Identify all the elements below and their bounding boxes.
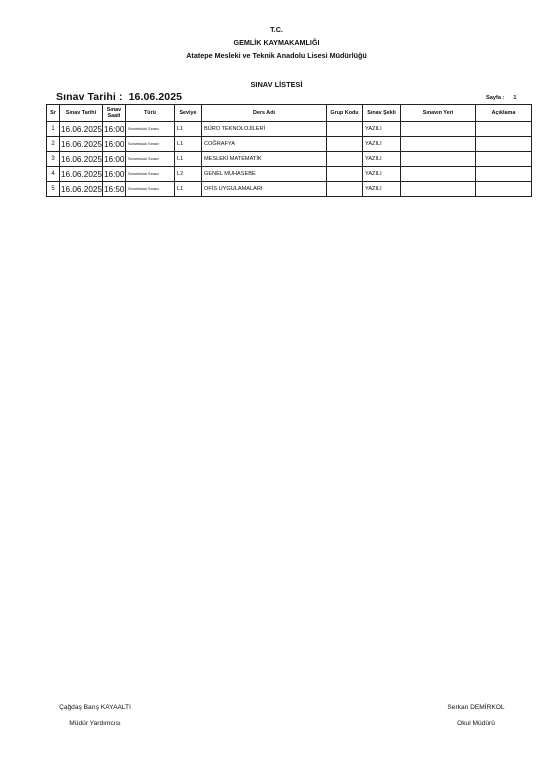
- cell-note: [476, 122, 532, 137]
- cell-level: L1: [175, 122, 202, 137]
- cell-mode: YAZILI: [363, 167, 401, 182]
- signature-left: [30, 704, 160, 727]
- cell-mode: YAZILI: [363, 182, 401, 197]
- cell-sr: 3: [47, 152, 60, 167]
- col-header: Sınav Saati: [103, 105, 126, 122]
- exam-date-value: 16.06.2025: [128, 91, 183, 103]
- cell-course: OFİS UYGULAMALARI: [202, 182, 327, 197]
- table-row: [47, 137, 532, 152]
- col-header: Açıklama: [476, 105, 532, 122]
- cell-time: 16:00: [103, 122, 126, 137]
- signature-right: [411, 704, 541, 727]
- cell-time: 16:50: [103, 182, 126, 197]
- cell-note: [476, 137, 532, 152]
- cell-date: 16.06.2025: [60, 122, 103, 137]
- col-header: Sınavın Yeri: [401, 105, 476, 122]
- col-header: Türü: [126, 105, 175, 122]
- table-row: [47, 182, 532, 197]
- signature-left-title: Müdür Yardımcısı: [69, 720, 121, 727]
- cell-mode: YAZILI: [363, 152, 401, 167]
- cell-place: [401, 182, 476, 197]
- cell-time: 16:00: [103, 152, 126, 167]
- exam-date-label: Sınav Tarihi :: [56, 91, 123, 103]
- col-header: Sınav Şekli: [363, 105, 401, 122]
- signature-right-title: Okul Müdürü: [457, 720, 495, 727]
- col-header: Ders Adı: [202, 105, 327, 122]
- cell-group: [327, 152, 363, 167]
- cell-level: L1: [175, 137, 202, 152]
- col-header: Grup Kodu: [327, 105, 363, 122]
- cell-note: [476, 167, 532, 182]
- exam-date: [56, 91, 182, 103]
- table-row: [47, 167, 532, 182]
- cell-course: GENEL MUHASEBE: [202, 167, 327, 182]
- cell-level: L1: [175, 152, 202, 167]
- signature-right-name: Serkan DEMİRKOL: [447, 704, 505, 711]
- cell-type: Sorumluluk Sınavı: [126, 137, 175, 152]
- cell-time: 16:00: [103, 167, 126, 182]
- cell-place: [401, 167, 476, 182]
- signature-left-name: Çağdaş Barış KAYAALTI: [59, 704, 131, 711]
- table-header-row: [47, 105, 532, 122]
- cell-sr: 1: [47, 122, 60, 137]
- cell-mode: YAZILI: [363, 122, 401, 137]
- cell-sr: 2: [47, 137, 60, 152]
- cell-group: [327, 182, 363, 197]
- cell-group: [327, 137, 363, 152]
- cell-date: 16.06.2025: [60, 167, 103, 182]
- table-row: [47, 152, 532, 167]
- cell-group: [327, 167, 363, 182]
- cell-mode: YAZILI: [363, 137, 401, 152]
- col-header: Seviye: [175, 105, 202, 122]
- exam-table: [46, 104, 532, 197]
- page-label: Sayfa :: [486, 95, 505, 101]
- list-title: SINAV LİSTESİ: [250, 80, 303, 89]
- cell-type: Sorumluluk Sınavı: [126, 122, 175, 137]
- col-header: Sınav Tarihi: [60, 105, 103, 122]
- cell-group: [327, 122, 363, 137]
- header-tc: T.C.: [270, 25, 283, 34]
- cell-level: L1: [175, 182, 202, 197]
- cell-date: 16.06.2025: [60, 182, 103, 197]
- cell-type: Sorumluluk Sınavı: [126, 182, 175, 197]
- cell-sr: 5: [47, 182, 60, 197]
- cell-type: Sorumluluk Sınavı: [126, 152, 175, 167]
- cell-course: COĞRAFYA: [202, 137, 327, 152]
- header-school: Atatepe Mesleki ve Teknik Anadolu Lisesi Müdürlüğü: [186, 51, 367, 60]
- cell-type: Sorumluluk Sınavı: [126, 167, 175, 182]
- cell-place: [401, 137, 476, 152]
- cell-place: [401, 122, 476, 137]
- page-number: [486, 95, 516, 101]
- cell-date: 16.06.2025: [60, 152, 103, 167]
- cell-time: 16:00: [103, 137, 126, 152]
- table-row: [47, 122, 532, 137]
- cell-note: [476, 182, 532, 197]
- cell-date: 16.06.2025: [60, 137, 103, 152]
- col-header: Sr: [47, 105, 60, 122]
- cell-course: MESLEKİ MATEMATİK: [202, 152, 327, 167]
- cell-note: [476, 152, 532, 167]
- page-value: 1: [513, 95, 517, 101]
- cell-course: BÜRO TEKNOLOJİLERİ: [202, 122, 327, 137]
- cell-sr: 4: [47, 167, 60, 182]
- header-district: GEMLİK KAYMAKAMLIĞI: [233, 38, 320, 47]
- cell-level: L2: [175, 167, 202, 182]
- cell-place: [401, 152, 476, 167]
